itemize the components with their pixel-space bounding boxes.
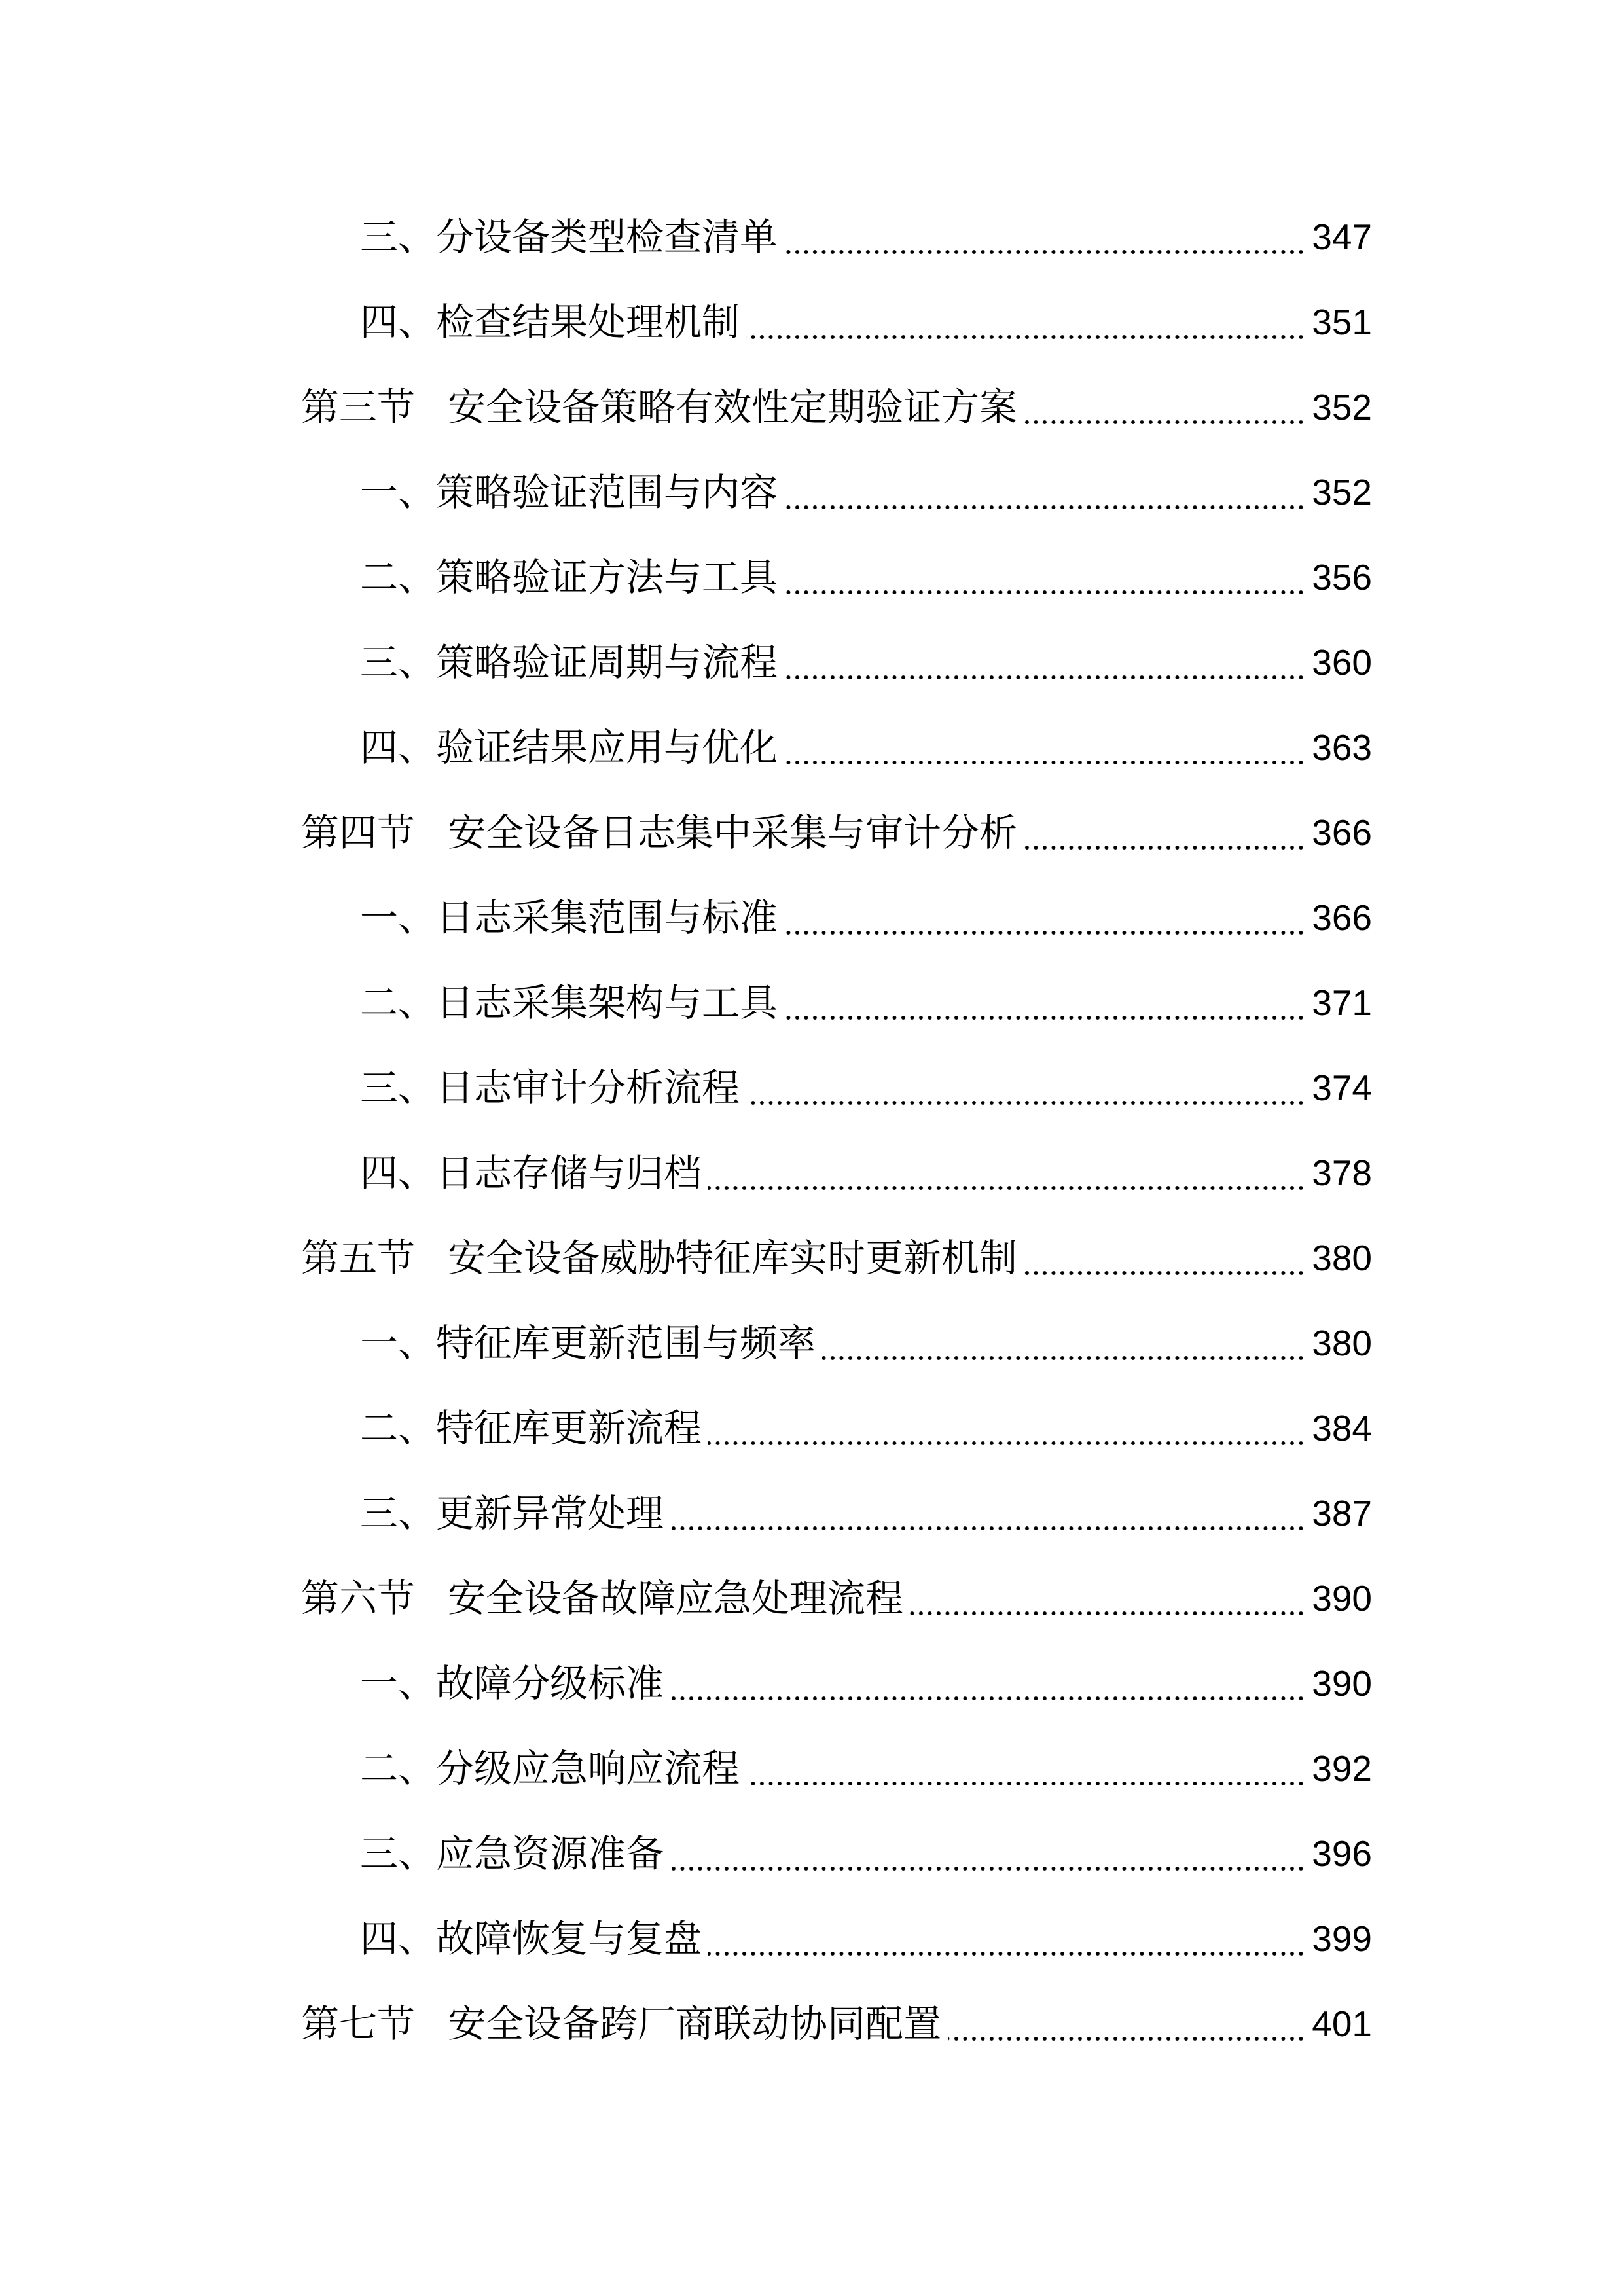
- toc-entry[interactable]: [360, 711, 1372, 783]
- toc-entry-page: 363: [1312, 726, 1372, 768]
- toc-entry[interactable]: [360, 1137, 1372, 1209]
- dot-leader: [670, 1866, 1305, 1871]
- toc-section-number: 第五节: [301, 1236, 416, 1280]
- toc-entry-page: 396: [1312, 1833, 1372, 1874]
- dot-leader: [670, 1696, 1305, 1701]
- toc-entry-number: 三、: [360, 1066, 437, 1110]
- toc-entry-title: 日志采集范围与标准: [436, 895, 778, 940]
- toc-entry-number: 一、: [360, 895, 437, 940]
- toc-entry-title: 策略验证范围与内容: [436, 470, 778, 514]
- dot-leader: [746, 334, 1305, 340]
- toc-entry-title: 策略验证方法与工具: [436, 555, 778, 600]
- toc-entry-title: 日志审计分析流程: [436, 1066, 740, 1110]
- dot-leader: [784, 930, 1305, 935]
- toc-entry[interactable]: [360, 1732, 1372, 1804]
- toc-section-title: 安全设备策略有效性定期验证方案: [448, 385, 1018, 429]
- toc-entry[interactable]: [360, 1307, 1372, 1379]
- toc-section-entry[interactable]: [301, 1222, 1372, 1294]
- toc-entry-number: 二、: [360, 1746, 437, 1791]
- toc-section-entry[interactable]: [301, 797, 1372, 869]
- toc-section-entry[interactable]: [301, 371, 1372, 443]
- dot-leader: [948, 2036, 1305, 2041]
- toc-entry-number: 三、: [360, 215, 437, 259]
- toc-entry-number: 四、: [360, 1916, 437, 1961]
- toc-entry[interactable]: [360, 1818, 1372, 1890]
- dot-leader: [1024, 1270, 1305, 1276]
- dot-leader: [708, 1185, 1305, 1191]
- toc-section-title: 安全设备威胁特征库实时更新机制: [448, 1236, 1018, 1280]
- toc-entry-title: 分设备类型检查清单: [436, 215, 778, 259]
- toc-entry-page: 380: [1312, 1237, 1372, 1278]
- toc-entry-page: 360: [1312, 641, 1372, 683]
- dot-leader: [910, 1611, 1305, 1616]
- toc-entry[interactable]: [360, 286, 1372, 358]
- toc-section-number: 第七节: [301, 2001, 416, 2046]
- toc-section-number: 第四节: [301, 810, 416, 855]
- toc-entry[interactable]: [360, 541, 1372, 613]
- dot-leader: [784, 675, 1305, 680]
- toc-entry-title: 分级应急响应流程: [436, 1746, 740, 1791]
- toc-entry-page: 371: [1312, 982, 1372, 1023]
- toc-entry-number: 二、: [360, 555, 437, 600]
- dot-leader: [746, 1100, 1305, 1105]
- toc-entry-page: 401: [1312, 2003, 1372, 2044]
- toc-entry[interactable]: [360, 1647, 1372, 1719]
- toc-section-number: 第三节: [301, 385, 416, 429]
- toc-entry-number: 三、: [360, 1831, 437, 1876]
- toc-entry[interactable]: [360, 1392, 1372, 1464]
- toc-entry-page: 366: [1312, 812, 1372, 853]
- dot-leader: [670, 1526, 1305, 1531]
- toc-entry-page: 390: [1312, 1662, 1372, 1704]
- dot-leader: [784, 760, 1305, 765]
- toc-entry-title: 更新异常处理: [436, 1491, 664, 1535]
- toc-entry-number: 一、: [360, 1661, 437, 1706]
- toc-entry-number: 三、: [360, 1491, 437, 1535]
- toc-entry-number: 一、: [360, 1321, 437, 1365]
- toc-section-entry[interactable]: [301, 1988, 1372, 2060]
- dot-leader: [784, 590, 1305, 595]
- dot-leader: [708, 1441, 1305, 1446]
- toc-entry[interactable]: [360, 1477, 1372, 1549]
- toc-section-title: 安全设备故障应急处理流程: [448, 1576, 904, 1621]
- toc-entry-title: 故障恢复与复盘: [436, 1916, 702, 1961]
- toc-entry-page: 380: [1312, 1322, 1372, 1363]
- toc-entry-title: 日志采集架构与工具: [436, 980, 778, 1025]
- toc-entry[interactable]: [360, 201, 1372, 273]
- toc-entry-number: 三、: [360, 640, 437, 685]
- dot-leader: [784, 1015, 1305, 1020]
- toc-entry[interactable]: [360, 1903, 1372, 1975]
- toc-entry-page: 390: [1312, 1577, 1372, 1619]
- toc-section-title: 安全设备跨厂商联动协同配置: [448, 2001, 942, 2046]
- toc-entry-title: 故障分级标准: [436, 1661, 664, 1706]
- toc-entry-title: 特征库更新范围与频率: [436, 1321, 816, 1365]
- toc-entry-title: 检查结果处理机制: [436, 300, 740, 344]
- toc-entry[interactable]: [360, 967, 1372, 1039]
- toc-entry-number: 二、: [360, 980, 437, 1025]
- dot-leader: [784, 249, 1305, 255]
- toc-entry-page: 384: [1312, 1407, 1372, 1448]
- dot-leader: [784, 505, 1305, 510]
- toc-entry-page: 378: [1312, 1152, 1372, 1193]
- toc-section-number: 第六节: [301, 1576, 416, 1621]
- toc-entry-title: 应急资源准备: [436, 1831, 664, 1876]
- toc-entry[interactable]: [360, 626, 1372, 698]
- toc-entry[interactable]: [360, 1052, 1372, 1124]
- dot-leader: [708, 1951, 1305, 1956]
- dot-leader: [1024, 845, 1305, 850]
- toc-entry-page: 352: [1312, 471, 1372, 512]
- toc-entry-number: 一、: [360, 470, 437, 514]
- toc-entry-number: 四、: [360, 725, 437, 770]
- toc-section-entry[interactable]: [301, 1562, 1372, 1634]
- toc-entry-title: 日志存储与归档: [436, 1151, 702, 1195]
- dot-leader: [746, 1781, 1305, 1786]
- toc-entry-number: 四、: [360, 300, 437, 344]
- toc-entry-title: 验证结果应用与优化: [436, 725, 778, 770]
- dot-leader: [822, 1355, 1305, 1361]
- toc-entry[interactable]: [360, 456, 1372, 528]
- toc-entry[interactable]: [360, 882, 1372, 954]
- toc-entry-page: 347: [1312, 216, 1372, 257]
- toc-entry-page: 366: [1312, 897, 1372, 938]
- toc-section-title: 安全设备日志集中采集与审计分析: [448, 810, 1018, 855]
- toc-entry-page: 352: [1312, 386, 1372, 427]
- toc-entry-page: 351: [1312, 301, 1372, 342]
- toc-entry-page: 399: [1312, 1918, 1372, 1959]
- toc-entry-number: 四、: [360, 1151, 437, 1195]
- toc-entry-number: 二、: [360, 1406, 437, 1450]
- toc-entry-title: 策略验证周期与流程: [436, 640, 778, 685]
- toc-entry-page: 392: [1312, 1748, 1372, 1789]
- toc-entry-page: 356: [1312, 556, 1372, 598]
- toc-entry-page: 374: [1312, 1067, 1372, 1108]
- toc-entry-page: 387: [1312, 1492, 1372, 1534]
- dot-leader: [1024, 420, 1305, 425]
- toc-entry-title: 特征库更新流程: [436, 1406, 702, 1450]
